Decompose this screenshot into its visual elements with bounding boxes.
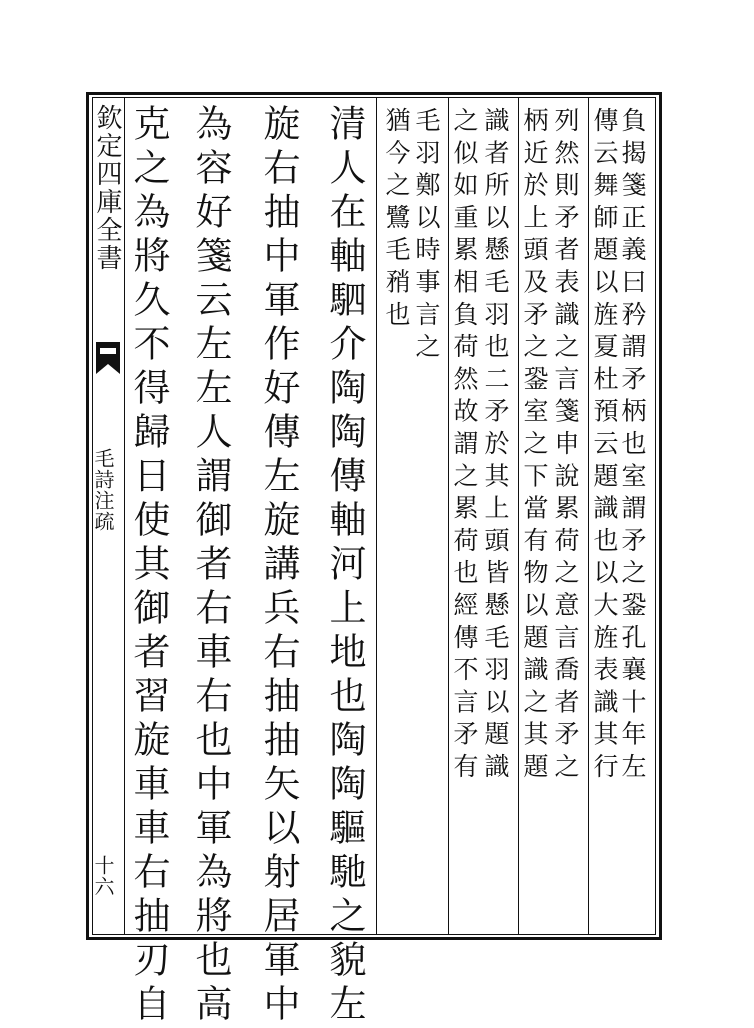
text-column: 柄近於上頭及矛之銎室之下當有物以題識之其題 xyxy=(520,107,549,786)
text-column: 之似如重累相負荷然故謂之累荷也經傳不言矛有 xyxy=(450,107,479,786)
book-title: 欽定四庫全書 xyxy=(92,104,122,272)
volume-title: 毛詩注疏 xyxy=(91,448,115,532)
column-separator xyxy=(376,97,377,935)
column-separator xyxy=(448,97,449,935)
text-column: 為容好箋云左左人謂御者右車右也中軍為將也高 xyxy=(189,104,232,1028)
text-column: 旋右抽中軍作好傳左旋講兵右抽抽矢以射居軍中 xyxy=(257,104,300,1028)
page-number: 十六 xyxy=(91,855,115,897)
fish-tail-ornament-icon xyxy=(94,340,122,376)
text-column: 識者所以懸毛羽也二矛於其上頭皆懸毛羽以題識 xyxy=(481,107,510,786)
column-separator xyxy=(588,97,589,935)
text-column: 克之為將久不得歸日使其御者習旋車車右抽刃自 xyxy=(127,104,170,1028)
gutter-separator xyxy=(124,97,125,935)
column-separator xyxy=(518,97,519,935)
text-column: 毛羽鄭以時事言之 xyxy=(412,107,441,366)
text-column: 負揭箋正義曰矜謂矛柄也室謂矛之銎孔襄十年左 xyxy=(618,107,647,786)
text-column: 清人在軸駟介陶陶傳軸河上地也陶陶驅馳之貌左 xyxy=(323,104,366,1028)
text-column: 猶今之鷺毛矟也 xyxy=(382,107,411,334)
text-column: 傳云舞師題以旌夏杜預云題識也以大旌表識其行 xyxy=(590,107,619,786)
text-column: 列然則矛者表識之言箋申說累荷之意言喬者矛之 xyxy=(551,107,580,786)
